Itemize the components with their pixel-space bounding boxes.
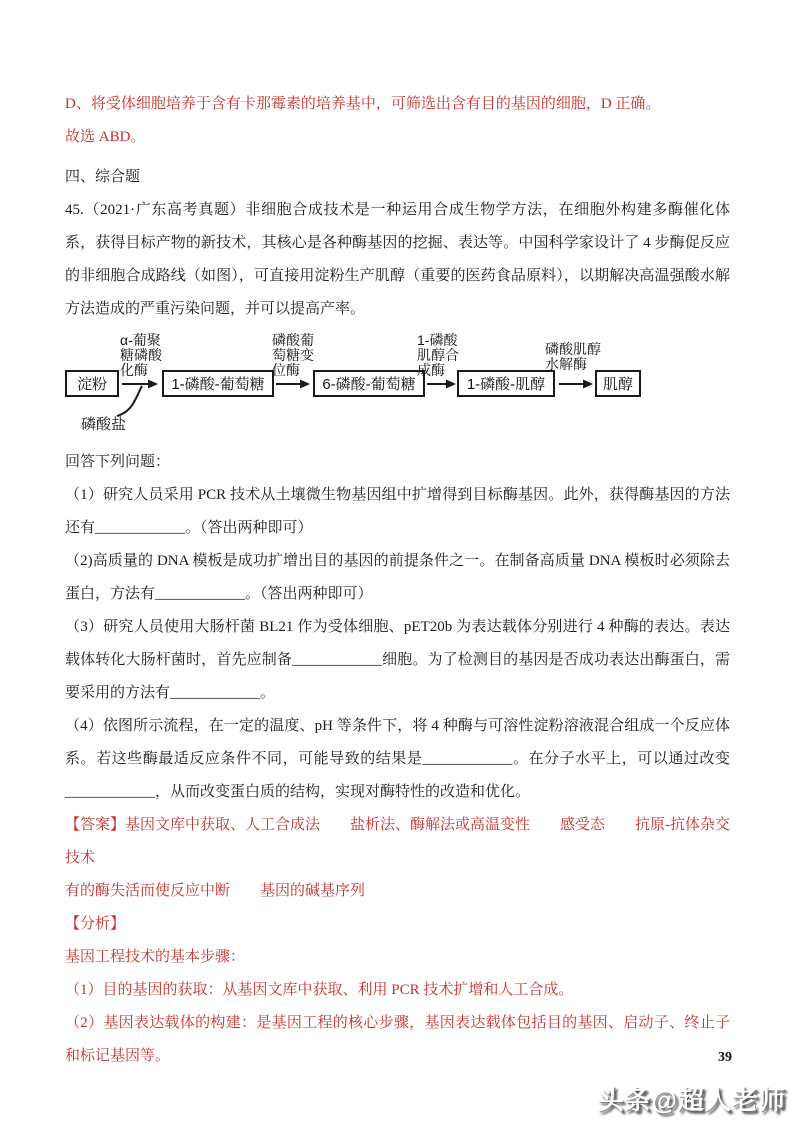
enzyme-2-line-1: 磷酸葡 [272, 332, 314, 348]
prior-answer-line-2: 故选 ABD。 [65, 129, 146, 145]
sub-question-2: （2)高质量的 DNA 模板是成功扩增出目的基因的前提条件之一。在制备高质量 DNA 模板时必须除去蛋白，方法有____________。（答出两种即可） [65, 553, 730, 602]
enzyme-label-2 [272, 333, 314, 378]
analysis-step-1: （1）目的基因的获取：从基因文库中获取、利用 PCR 技术扩增和人工合成。 [65, 982, 574, 998]
watermark: 头条@超人老师 [597, 1085, 786, 1115]
enzyme-1-line-3: 化酶 [120, 362, 148, 378]
enzyme-2-line-3: 位酶 [272, 362, 300, 378]
enzyme-3-line-2: 肌醇合 [417, 347, 459, 363]
sub-question-3: （3）研究人员使用大肠杆菌 BL21 作为受体细胞、pET20b 为表达载体分别进行 4 种酶的表达。表达载体转化大肠杆菌时，首先应制备____________细胞。为了检测目的基因是否成功表达出酶蛋白，需要采用的方法有____________。 [65, 619, 730, 701]
enzyme-4-line-2: 水解酶 [545, 356, 587, 372]
enzyme-label-1 [120, 333, 162, 378]
flow-node-inositol-1-phosphate: 1-磷酸-肌醇 [457, 370, 555, 397]
enzyme-3-line-3: 成酶 [417, 362, 445, 378]
section-heading: 四、综合题 [65, 169, 141, 185]
analysis-step-2: （2）基因表达载体的构建：是基因工程的核心步骤，基因表达载体包括目的基因、启动子、终止子和标记基因等。 [65, 1015, 730, 1064]
sub-question-1: （1）研究人员采用 PCR 技术从土壤微生物基因组中扩增得到目标酶基因。此外，获得酶基因的方法还有____________。（答出两种即可） [65, 487, 730, 536]
enzyme-label-4 [545, 342, 601, 372]
enzyme-3-line-1: 1-磷酸 [417, 332, 458, 348]
prior-answer-line-1: D、将受体细胞培养于含有卡那霉素的培养基中，可筛选出含有目的基因的细胞，D 正确。 [65, 96, 661, 112]
enzyme-1-line-1: α-葡聚 [120, 332, 161, 348]
flow-node-glucose-6-phosphate: 6-磷酸-葡萄糖 [313, 370, 425, 397]
answer-line-2: 有的酶失活而使反应中断 基因的碱基序列 [65, 883, 366, 899]
answer-prompt: 回答下列问题： [65, 454, 171, 470]
flow-node-inositol: 肌醇 [595, 370, 641, 397]
analysis-heading: 【分析】 [65, 916, 126, 932]
flow-node-starch: 淀粉 [65, 370, 119, 397]
enzyme-2-line-2: 萄糖变 [272, 347, 314, 363]
enzyme-1-line-2: 糖磷酸 [120, 347, 162, 363]
phosphate-input-label: 磷酸盐 [81, 416, 127, 433]
question-stem: 45.（2021·广东高考真题）非细胞合成技术是一种运用合成生物学方法，在细胞外构建多酶催化体系，获得目标产物的新技术，其核心是各种酶基因的挖掘、表达等。中国科学家设计了 4 步酶促反应的非细胞合成路线（如图），可直接用淀粉生产肌醇（重要的医药食品原料），以期解决高温强酸水解方法造成的严重污染问题，并可以提高产率。 [65, 202, 730, 317]
page-content [65, 88, 730, 1073]
flow-diagram [65, 333, 665, 437]
answer-line-1: 【答案】基因文库中获取、人工合成法 盐析法、酶解法或高温变性 感受态 抗原-抗体杂交技术 [65, 817, 730, 866]
enzyme-label-3 [417, 333, 459, 378]
sub-question-4: （4）依图所示流程，在一定的温度、pH 等条件下，将 4 种酶与可溶性淀粉溶液混合组成一个反应体系。若这些酶最适反应条件不同，可能导致的结果是____________。在分子水平上，可以通过改变____________，从而改变蛋白质的结构，实现对酶特性的改造和优化。 [65, 718, 730, 800]
enzyme-4-line-1: 磷酸肌醇 [545, 341, 601, 357]
page-number: 39 [718, 1050, 732, 1065]
analysis-intro: 基因工程技术的基本步骤： [65, 949, 246, 965]
flow-node-glucose-1-phosphate: 1-磷酸-葡萄糖 [162, 370, 274, 397]
